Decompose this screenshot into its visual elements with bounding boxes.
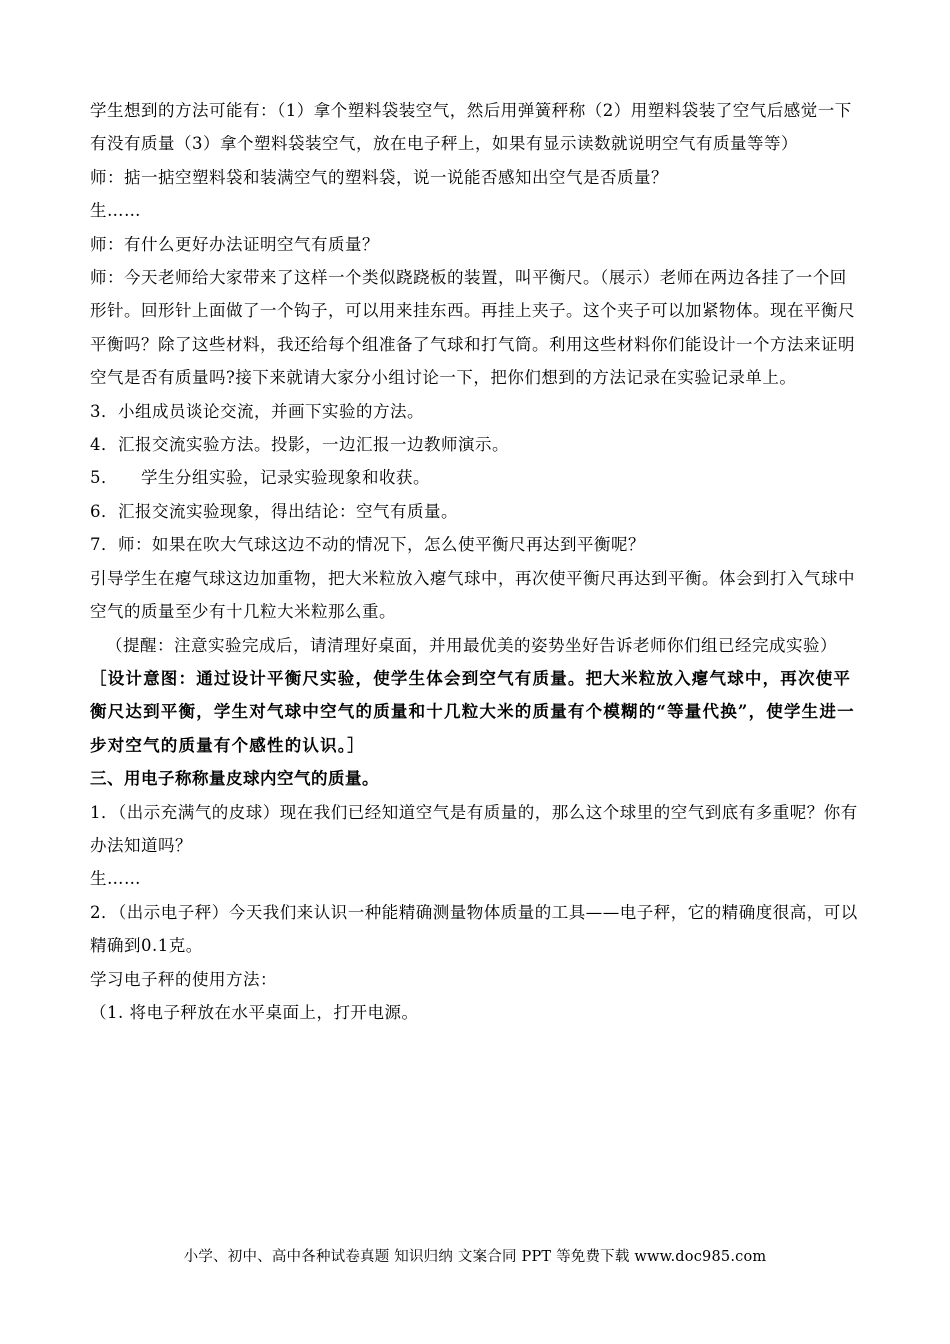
paragraph-scale-usage: 学习电子秤的使用方法： — [90, 969, 277, 989]
paragraph-step-7: 7．师：如果在吹大气球这边不动的情况下，怎么使平衡尺再达到平衡呢？ — [90, 535, 645, 555]
section-heading-3: 三、用电子称称量皮球内空气的质量。 — [90, 769, 379, 789]
paragraph-teacher-question: 师：有什么更好办法证明空气有质量？ — [90, 234, 379, 254]
paragraph-step-3: 3．小组成员谈论交流，并画下实验的方法。 — [90, 401, 424, 421]
paragraph-ball-1: 1．（出示充满气的皮球）现在我们已经知道空气是有质量的，那么这个球里的空气到底有多重呢？你有办法知道吗？ — [90, 802, 858, 855]
paragraph-scale-2: 2．（出示电子秤）今天我们来认识一种能精确测量物体质量的工具——电子秤，它的精确度很高，可以精确到0.1克。 — [90, 902, 858, 956]
paragraph-reminder: （提醒：注意实验完成后，请清理好桌面，并用最优美的姿势坐好告诉老师你们组已经完成实验） — [106, 635, 837, 655]
paragraph-step-4: 4．汇报交流实验方法。投影，一边汇报一边教师演示。 — [90, 435, 509, 455]
page-footer: 小学、初中、高中各种试卷真题 知识归纳 文案合同 PPT 等免费下载 www.doc985.com — [183, 1249, 767, 1265]
paragraph-student-reply-1: 生…… — [90, 201, 141, 221]
paragraph-student-methods: 学生想到的方法可能有：（1）拿个塑料袋装空气，然后用弹簧秤称（2）用塑料袋装了空气后感觉一下有没有质量（3）拿个塑料袋装空气，放在电子秤上，如果有显示读数就说明空气有质量等等） — [90, 101, 852, 154]
paragraph-guide-rice: 引导学生在瘪气球这边加重物，把大米粒放入瘪气球中，再次使平衡尺再达到平衡。体会到打入气球中空气的质量至少有十几粒大米粒那么重。 — [90, 568, 855, 622]
paragraph-teacher-balance-ruler: 师：今天老师给大家带来了这样一个类似跷跷板的装置，叫平衡尺。（展示）老师在两边各挂了一个回形针。回形针上面做了一个钩子，可以用来挂东西。再挂上夹子。这个夹子可以加紧物体。现在平衡尺平衡吗？除了这些材料，我还给每个组准备了气球和打气筒。利用这些材料你们能设计一个方法来证明空气是否有质量吗?接下来就请大家分小组讨论一下，把你们想到的方法记录在实验记录单上。 — [90, 268, 855, 388]
paragraph-step-6: 6．汇报交流实验现象，得出结论：空气有质量。 — [90, 501, 458, 521]
paragraph-design-intent: ［设计意图：通过设计平衡尺实验，使学生体会到空气有质量。把大米粒放入瘪气球中，再次使平衡尺达到平衡，学生对气球中空气的质量和十几粒大米的质量有个模糊的“等量代换”，使学生进一步对空气的质量有个感性的认识。］ — [90, 668, 855, 755]
document-body — [90, 94, 862, 1029]
paragraph-student-reply-2: 生…… — [90, 869, 141, 889]
paragraph-step-5: 5． 学生分组实验，记录实验现象和收获。 — [90, 468, 430, 488]
paragraph-teacher-weigh-bags: 师：掂一掂空塑料袋和装满空气的塑料袋，说一说能否感知出空气是否质量？ — [90, 167, 668, 187]
paragraph-scale-step-1: （1. 将电子秤放在水平桌面上，打开电源。 — [90, 1002, 419, 1022]
